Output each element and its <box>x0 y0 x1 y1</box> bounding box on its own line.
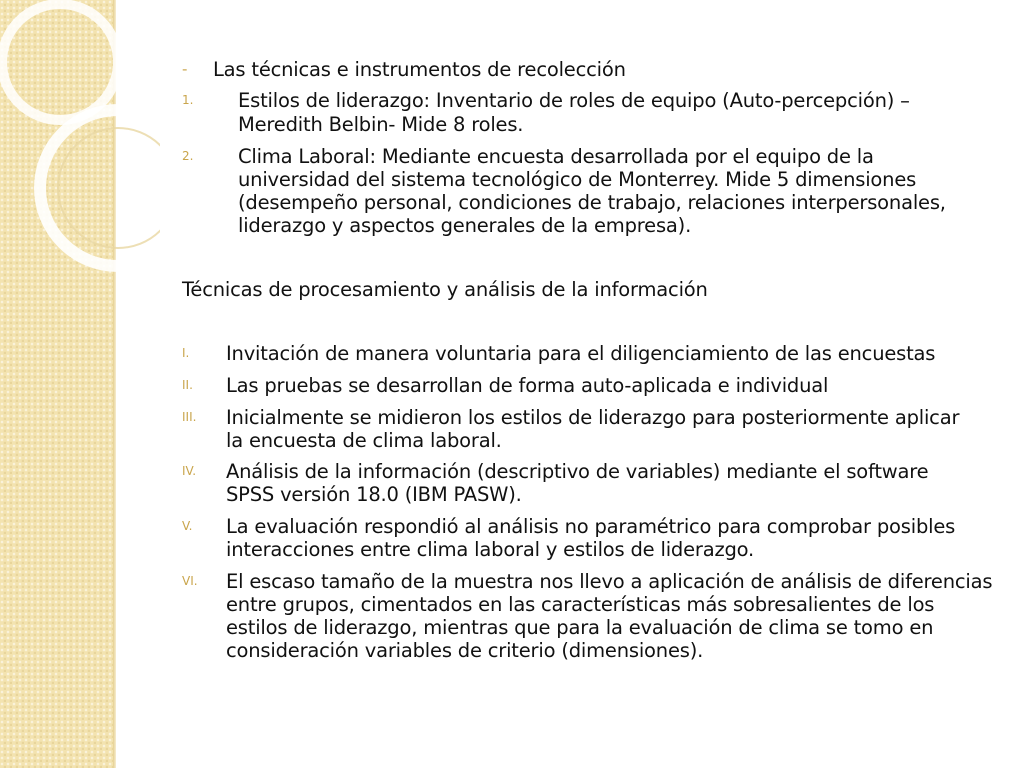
list-item-line: estilos de liderazgo, mientras que para la evaluación de clima se tomo en <box>226 616 934 639</box>
list-item-line: Meredith Belbin- Mide 8 roles. <box>238 113 524 136</box>
list-item-line: Invitación de manera voluntaria para el diligenciamiento de las encuestas <box>226 342 936 365</box>
list-item-line: SPSS versión 18.0 (IBM PASW). <box>226 483 522 506</box>
list-item-line: (desempeño personal, condiciones de trabajo, relaciones interpersonales, <box>238 191 946 214</box>
list-item-line: consideración variables de criterio (dimensiones). <box>226 639 704 662</box>
list-item-line: la encuesta de clima laboral. <box>226 429 502 452</box>
list-marker: I. <box>182 346 190 360</box>
list-item-line: El escaso tamaño de la muestra nos llevo a aplicación de análisis de diferencias <box>226 570 993 593</box>
list-item-line: entre grupos, cimentados en las características más sobresalientes de los <box>226 593 935 616</box>
list-item-line: Análisis de la información (descriptivo de variables) mediante el software <box>226 460 929 483</box>
list-marker: III. <box>182 410 197 424</box>
list-item-line: universidad del sistema tecnológico de Monterrey. Mide 5 dimensiones <box>238 168 917 191</box>
list-marker: II. <box>182 378 193 392</box>
list-item-line: Estilos de liderazgo: Inventario de roles de equipo (Auto-percepción) – <box>238 89 910 112</box>
list-item-line: liderazgo y aspectos generales de la empresa). <box>238 214 692 237</box>
list-marker: 1. <box>182 93 194 107</box>
list-marker: V. <box>182 519 193 533</box>
list-item-line: Clima Laboral: Mediante encuesta desarrollada por el equipo de la <box>238 145 874 168</box>
section-heading-processing: Técnicas de procesamiento y análisis de la información <box>182 278 708 301</box>
section-heading-collection: Las técnicas e instrumentos de recolección <box>213 58 626 81</box>
list-item-line: interacciones entre clima laboral y estilos de liderazgo. <box>226 538 755 561</box>
list-item-line: Las pruebas se desarrollan de forma auto-aplicada e individual <box>226 374 829 397</box>
heading-dash-marker: - <box>182 60 188 78</box>
list-item-line: Inicialmente se midieron los estilos de liderazgo para posteriormente aplicar <box>226 406 960 429</box>
list-marker: VI. <box>182 574 198 588</box>
list-marker: IV. <box>182 464 197 478</box>
list-marker: 2. <box>182 149 194 163</box>
list-item-line: La evaluación respondió al análisis no paramétrico para comprobar posibles <box>226 515 956 538</box>
